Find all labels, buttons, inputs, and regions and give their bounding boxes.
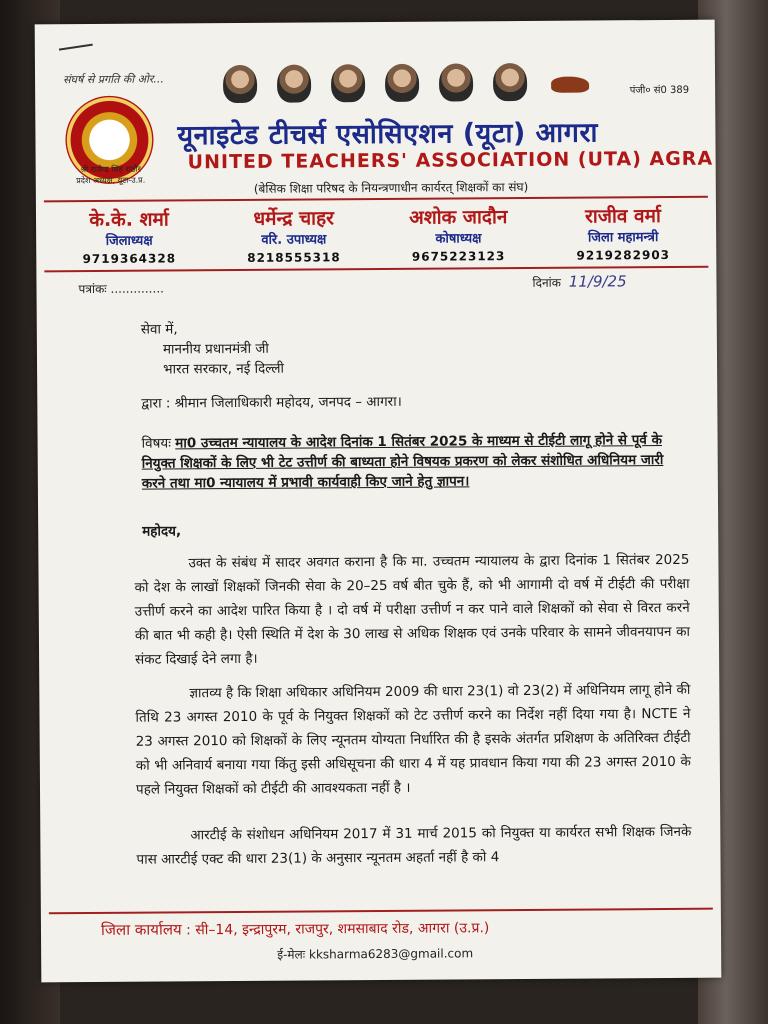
officers-row bbox=[54, 202, 698, 266]
portrait-icon bbox=[277, 64, 311, 102]
officer-role: जिला महामन्त्री bbox=[587, 230, 659, 246]
officer-phone: 9219282903 bbox=[576, 247, 671, 263]
officer-phone: 9675223123 bbox=[411, 249, 506, 264]
office-label: जिला कार्यालय bbox=[100, 920, 182, 939]
officer-4 bbox=[548, 202, 698, 263]
office-address-text: : सी–14, इन्द्रापुरम, राजपुर, शमसाबाद रोड, आगरा (उ.प्र.) bbox=[186, 920, 490, 939]
header-divider bbox=[44, 196, 708, 203]
date-value: 11/9/25 bbox=[568, 272, 627, 291]
subtitle: (बेसिक शिक्षा परिषद के नियन्त्रणाधीन कार्यरत् शिक्षकों का संघ) bbox=[253, 179, 529, 196]
recipient-line-2: भारत सरकार, नई दिल्ली bbox=[163, 360, 285, 378]
horse-rider-icon bbox=[547, 62, 593, 100]
portrait-icon bbox=[223, 65, 257, 103]
portrait-icon bbox=[493, 63, 527, 101]
email-line bbox=[277, 944, 473, 962]
recipient-address bbox=[163, 336, 703, 380]
office-address bbox=[101, 917, 489, 940]
email-address: kksharma6283@gmail.com bbox=[308, 946, 474, 962]
paragraph-3: आरटीई के संशोधन अधिनियम 2017 में 31 मार्च 2015 को नियुक्त या कार्यरत सभी शिक्षक जिनके पास आरटीई एक्ट की धारा 23(1) के अनुसार न्यूनतम अहर्ता नहीं है को 4 bbox=[136, 823, 692, 868]
officer-role: कोषाध्यक्ष bbox=[435, 231, 482, 247]
registration-number: पंजी० सं0 389 bbox=[629, 84, 690, 97]
officer-role: वरि. उपाध्यक्ष bbox=[261, 232, 327, 248]
officers-divider bbox=[44, 266, 708, 273]
officer-phone: 8218555318 bbox=[247, 250, 341, 265]
officer-3 bbox=[383, 203, 533, 264]
officer-2 bbox=[219, 204, 369, 265]
logo-caption bbox=[56, 163, 166, 186]
slogan: संघर्ष से प्रगति की ओर... bbox=[63, 72, 164, 87]
title-hindi: यूनाइटेड टीचर्स एसोसिएशन (यूटा) आगरा bbox=[177, 117, 599, 152]
officer-name: अशोक जादौन bbox=[409, 206, 508, 229]
officer-name: के.के. शर्मा bbox=[89, 208, 169, 232]
footer-divider bbox=[49, 908, 713, 915]
officer-1 bbox=[54, 205, 204, 266]
subject bbox=[142, 430, 682, 494]
subject-label: विषयः bbox=[141, 435, 172, 452]
portrait-icon bbox=[439, 63, 473, 101]
officer-name: धर्मेन्द्र चाहर bbox=[253, 207, 334, 230]
date-field bbox=[532, 272, 626, 291]
reference-number: पत्रांकः .............. bbox=[78, 281, 164, 297]
salutation: महोदय, bbox=[142, 523, 182, 540]
recipient-label: सेवा में, bbox=[140, 321, 178, 338]
subject-text: मा0 उच्चतम न्यायालय के आदेश दिनांक 1 सितंबर 2025 के माध्यम से टीईटी लागू होने से पूर्व के नियुक्त शिक्षकों के लिए भी टेट उत्तीर्ण की बाध्यता होने विषयक प्रकरण को लेकर संशोधित अधिनियम जारी करने तथा मा0 न्यायालय में प्रभावी कार्यवाही किए जाने हेतु ज्ञापन। bbox=[141, 432, 664, 492]
letter-page bbox=[35, 20, 722, 983]
logo-caption-line-1: श्री राजेन्द्र सिंह राठौर bbox=[80, 164, 141, 175]
paragraph-2: ज्ञातव्य है कि शिक्षा अधिकार अधिनियम 2009 की धारा 23(1) वो 23(2) में अधिनियम लागू होने की तिथि 23 अगस्त 2010 के पूर्व के नियुक्त शिक्षकों को टेट उत्तीर्ण करने का निर्देश नहीं दिया गया है। NCTE ने 23 अगस्त 2010 को शिक्षकों के लिए न्यूनतम योग्यता निर्धारित की है इसके अंतर्गत प्रशिक्षण के अतिरिक्त टीईटी को भी अनिवार्य बनाया गया किंतु इसी अधिसूचना की धारा 4 में यह प्रावधान किया गया की 23 अगस्त 2010 के पहले नियुक्त शिक्षकों को टीईटी की आवश्यकता नहीं है । bbox=[135, 681, 691, 798]
leader-portraits bbox=[223, 62, 593, 103]
officer-phone: 9719364328 bbox=[82, 251, 177, 267]
date-label: दिनांक bbox=[532, 275, 561, 290]
paragraph-1: उक्त के संबंध में सादर अवगत कराना है कि मा. उच्चतम न्यायालय के द्वारा दिनांक 1 सितंबर 2025 को देश के लाखों शिक्षकों जिनकी सेवा के 20–25 वर्ष बीत चुके हैं, को भी आगामी दो वर्ष में टीईटी की परीक्षा उत्तीर्ण करने का आदेश पारित किया है । दो वर्ष में परीक्षा उत्तीर्ण न कर पाने वाले शिक्षकों को सेवा से विरत करने की बात भी कही है। ऐसी स्थिति में देश के 30 लाख से अधिक शिक्षक एवं उनके परिवार के सामने जीवनयापन का संकट दिखाई देने लगा है। bbox=[134, 551, 690, 668]
portrait-icon bbox=[385, 64, 419, 102]
email-label: ई-मेलः bbox=[277, 947, 306, 962]
officer-role: जिलाध्यक्ष bbox=[105, 233, 153, 249]
logo-caption-line-2: प्रदेश अध्यक्ष, यूटा-उ.प्र. bbox=[76, 175, 146, 186]
title-english: UNITED TEACHERS' ASSOCIATION (UTA) AGRA bbox=[187, 147, 714, 174]
through-line: द्वारा : श्रीमान जिलाधिकारी महोदय, जनपद – आगरा। bbox=[141, 393, 402, 412]
officer-name: राजीव वर्मा bbox=[585, 205, 661, 228]
pen-mark bbox=[59, 44, 93, 51]
portrait-icon bbox=[331, 64, 365, 102]
recipient-line-1: माननीय प्रधानमंत्री जी bbox=[162, 340, 269, 358]
